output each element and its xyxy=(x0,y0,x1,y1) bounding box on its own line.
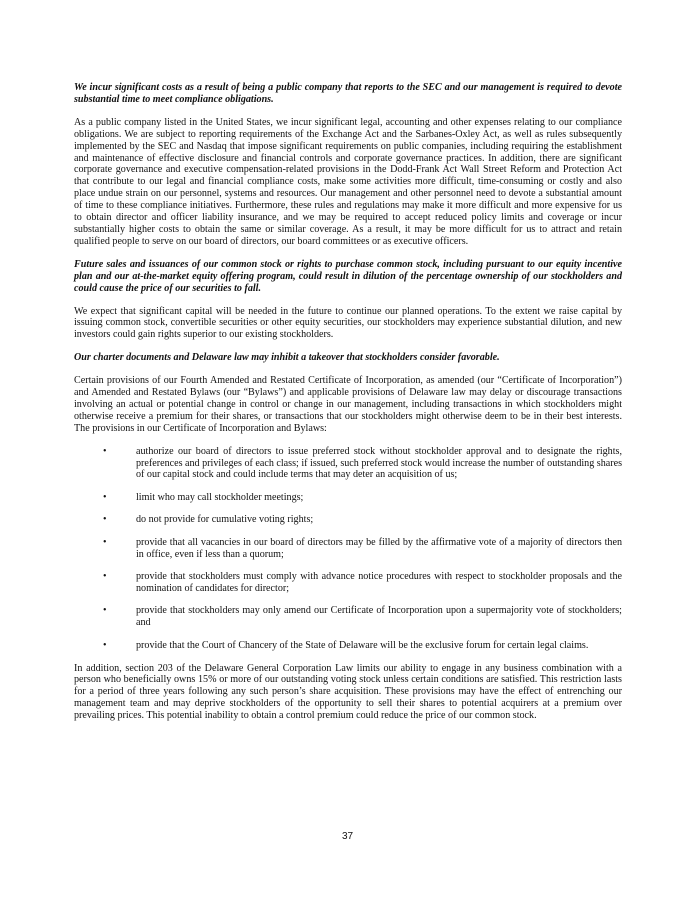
list-item-text: provide that all vacancies in our board of directors may be filled by the affirmative vote of a majority of directors then in office, even if less than a quorum; xyxy=(136,536,622,560)
list-item xyxy=(74,537,622,561)
bullet-icon: • xyxy=(103,536,107,548)
list-item xyxy=(74,446,622,482)
page-number: 37 xyxy=(341,831,354,842)
list-item xyxy=(74,492,622,504)
list-item xyxy=(74,605,622,629)
bullet-icon: • xyxy=(103,445,107,457)
list-item-text: limit who may call stockholder meetings; xyxy=(136,491,304,503)
list-item-text: provide that the Court of Chancery of the State of Delaware will be the exclusive forum for certain legal claims. xyxy=(136,639,589,651)
bullet-icon: • xyxy=(103,639,107,651)
list-item-text: authorize our board of directors to issue preferred stock without stockholder approval and to designate the rights, preferences and privileges of each class; if issued, such preferred stock would increase the number of outstanding shares of our capital stock and could include terms that may deter an acquisition of us; xyxy=(136,445,623,481)
paragraph-section-203: In addition, section 203 of the Delaware General Corporation Law limits our ability to engage in any business combination with a person who beneficially owns 15% or more of our outstanding voting stock unless certain conditions are satisfied. This restriction lasts for a period of three years following any such person’s share acquisition. These provisions may have the effect of entrenching our management team and may deprive stockholders of the opportunity to sell their shares to potential acquirers at a premium over prevailing prices. This potential inability to obtain a control premium could reduce the price of our common stock. xyxy=(74,662,622,722)
list-item xyxy=(74,571,622,595)
bullet-icon: • xyxy=(103,514,107,526)
section-heading-public-company-costs: We incur significant costs as a result of being a public company that reports to the SEC and our management is required to devote substantial time to meet compliance obligations. xyxy=(74,82,622,105)
bullet-icon: • xyxy=(103,571,107,582)
list-item-text: do not provide for cumulative voting rights; xyxy=(136,514,314,526)
list-item-text: provide that stockholders must comply with advance notice procedures with respect to stockholder proposals and the nomination of candidates for director; xyxy=(136,571,622,594)
paragraph-dilution: We expect that significant capital will be needed in the future to continue our planned operations. To the extent we raise capital by issuing common stock, convertible securities or other equity securities, our stockholders may experience substantial dilution, and new investors could gain rights superior to our existing stockholders. xyxy=(74,305,622,341)
bullet-icon: • xyxy=(103,491,107,503)
list-item-text: provide that stockholders may only amend our Certificate of Incorporation upon a supermajority vote of stockholders; and xyxy=(136,605,622,629)
provisions-bullet-list xyxy=(74,446,622,652)
paragraph-takeover-intro: Certain provisions of our Fourth Amended and Restated Certificate of Incorporation, as amended (our “Certificate of Incorporation”) and Amended and Restated Bylaws (our “Bylaws”) and applicable provisions of Delaware law may delay or discourage transactions involving an actual or potential change in control or change in our management, including transactions in which stockholders might otherwise receive a premium for their shares, or transactions that our stockholders might otherwise deem to be in their best interests. The provisions in our Certificate of Incorporation and Bylaws: xyxy=(74,375,622,434)
list-item xyxy=(74,640,622,652)
paragraph-public-company-costs: As a public company listed in the United States, we incur significant legal, accounting and other expenses relating to our compliance obligations. We are subject to reporting requirements of the Exchange Act and the Sarbanes-Oxley Act, as well as rules subsequently implemented by the SEC and Nasdaq that impose significant requirements on public companies, including requiring the establishment and maintenance of effective disclosure and financial controls and corporate governance practices. In addition, there are significant corporate governance and executive compensation-related provisions in the Dodd-Frank Act Wall Street Reform and Protection Act that contribute to our legal and financial compliance costs, make some activities more difficult, time-consuming or costly and also place undue strain on our personnel, systems and resources. Our management and other personnel need to devote a substantial amount of time to these compliance initiatives. Furthermore, these rules and regulations may make it more difficult and more expensive for us to obtain director and officer liability insurance, and we may be required to accept reduced policy limits and coverage or incur substantially higher costs to obtain the same or similar coverage. As a result, it may be more difficult for us to attract and retain qualified people to serve on our board of directors, our board committees or as executive officers. xyxy=(74,116,622,247)
section-heading-dilution: Future sales and issuances of our common stock or rights to purchase common stock, including pursuant to our equity incentive plan and our at-the-market equity offering program, could result in dilution of the percentage ownership of our stockholders and could cause the price of our securities to fall. xyxy=(74,258,622,294)
section-heading-takeover: Our charter documents and Delaware law may inhibit a takeover that stockholders consider favorable. xyxy=(74,352,500,364)
list-item xyxy=(74,514,622,526)
bullet-icon: • xyxy=(103,605,107,617)
